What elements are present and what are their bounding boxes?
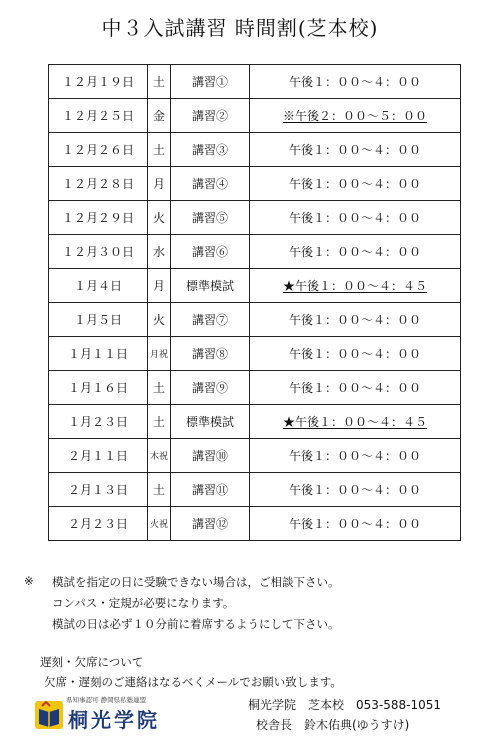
page-title: 中３入試講習 時間割(芝本校)	[101, 16, 379, 40]
schedule-day-cell	[148, 99, 171, 133]
schedule-date-cell	[49, 337, 148, 371]
schedule-lesson: 講習⑨	[191, 381, 228, 395]
schedule-lesson-cell	[171, 133, 250, 167]
schedule-day: 火	[152, 211, 165, 225]
schedule-date-cell	[49, 371, 148, 405]
schedule-time: ★午後１：００～４：４５	[282, 279, 427, 293]
schedule-time-cell	[250, 405, 461, 439]
schedule-time: 午後１：００～４：００	[288, 75, 421, 89]
schedule-date-cell	[49, 99, 148, 133]
schedule-day-cell	[148, 337, 171, 371]
schedule-day: 木祝	[149, 452, 168, 462]
schedule-lesson: 講習⑧	[191, 347, 228, 361]
school-logo	[34, 694, 199, 734]
schedule-time: ※午後２：００～５：００	[282, 109, 427, 123]
schedule-date-cell	[49, 405, 148, 439]
table-row	[49, 507, 461, 541]
schedule-time-cell	[250, 65, 461, 99]
schedule-time: 午後１：００～４：００	[288, 177, 421, 191]
schedule-date-cell	[49, 65, 148, 99]
table-row	[49, 303, 461, 337]
schedule-date: １２月２５日	[61, 109, 134, 123]
schedule-date: １２月２６日	[61, 143, 134, 157]
schedule-time-cell	[250, 167, 461, 201]
schedule-lesson: 講習②	[191, 109, 228, 123]
schedule-lesson: 講習⑦	[191, 313, 228, 327]
schedule-day-cell	[148, 473, 171, 507]
table-row	[49, 99, 461, 133]
schedule-day: 金	[152, 109, 165, 123]
schedule-day: 火	[152, 313, 165, 327]
schedule-date: １月５日	[73, 313, 122, 327]
schedule-lesson-cell	[171, 405, 250, 439]
note-mark: ※	[24, 574, 34, 588]
schedule-date: １２月３０日	[61, 245, 134, 259]
schedule-lesson-cell	[171, 303, 250, 337]
table-row	[49, 235, 461, 269]
schedule-date: １２月２８日	[61, 177, 134, 191]
schedule-day: 土	[152, 143, 165, 157]
schedule-day-cell	[148, 269, 171, 303]
schedule-lesson-cell	[171, 473, 250, 507]
schedule-time: 午後１：００～４：００	[288, 347, 421, 361]
schedule-time: 午後１：００～４：００	[288, 245, 421, 259]
schedule-time-cell	[250, 337, 461, 371]
schedule-day-cell	[148, 201, 171, 235]
schedule-lesson-cell	[171, 371, 250, 405]
table-row	[49, 201, 461, 235]
schedule-time-cell	[250, 133, 461, 167]
schedule-date: １２月２９日	[61, 211, 134, 225]
table-row	[49, 269, 461, 303]
schedule-date: １月４日	[73, 279, 122, 293]
schedule-day-cell	[148, 371, 171, 405]
table-row	[49, 405, 461, 439]
schedule-date-cell	[49, 303, 148, 337]
schedule-lesson: 講習⑥	[191, 245, 228, 259]
schedule-lesson: 講習⑫	[191, 517, 228, 531]
schedule-lesson-cell	[171, 235, 250, 269]
schedule-time-cell	[250, 507, 461, 541]
late-absence-heading: 遅刻・欠席について	[40, 655, 144, 669]
schedule-lesson: 講習③	[191, 143, 228, 157]
schedule-day: 土	[152, 483, 165, 497]
schedule-lesson: 講習⑪	[191, 483, 228, 497]
schedule-date: ２月２３日	[67, 517, 128, 531]
contact-line-1: 桐光学院 芝本校 053-588-1051	[248, 698, 442, 712]
schedule-date-cell	[49, 439, 148, 473]
schedule-lesson-cell	[171, 99, 250, 133]
schedule-time: 午後１：００～４：００	[288, 517, 421, 531]
schedule-time: 午後１：００～４：００	[288, 449, 421, 463]
schedule-day-cell	[148, 235, 171, 269]
schedule-time: ★午後１：００～４：４５	[282, 415, 427, 429]
schedule-date-cell	[49, 269, 148, 303]
schedule-body	[49, 65, 461, 541]
schedule-day-cell	[148, 133, 171, 167]
schedule-time-cell	[250, 235, 461, 269]
schedule-date: １月２３日	[67, 415, 128, 429]
schedule-time-cell	[250, 269, 461, 303]
schedule-date: １月１６日	[67, 381, 128, 395]
schedule-table	[48, 64, 461, 541]
schedule-time-cell	[250, 99, 461, 133]
schedule-date: ２月１１日	[67, 449, 128, 463]
schedule-day: 土	[152, 75, 165, 89]
schedule-day: 土	[152, 415, 165, 429]
note-line-2: コンパス・定規が必要になります。	[52, 596, 235, 610]
schedule-time: 午後１：００～４：００	[288, 211, 421, 225]
schedule-time-cell	[250, 201, 461, 235]
schedule-lesson-cell	[171, 269, 250, 303]
schedule-date: ２月１３日	[67, 483, 128, 497]
schedule-time-cell	[250, 473, 461, 507]
schedule-lesson-cell	[171, 65, 250, 99]
schedule-day: 月	[152, 279, 165, 293]
table-row	[49, 473, 461, 507]
schedule-day-cell	[148, 167, 171, 201]
schedule-date-cell	[49, 167, 148, 201]
schedule-lesson-cell	[171, 337, 250, 371]
note-line-1: 模試を指定の日に受験できない場合は，ご相談下さい。	[52, 575, 340, 589]
schedule-time-cell	[250, 303, 461, 337]
note-line-3: 模試の日は必ず１０分前に着席するようにして下さい。	[52, 617, 340, 631]
schedule-lesson: 標準模試	[185, 279, 234, 293]
schedule-time: 午後１：００～４：００	[288, 143, 421, 157]
schedule-date: １月１１日	[67, 347, 128, 361]
schedule-day: 水	[152, 245, 165, 259]
schedule-time: 午後１：００～４：００	[288, 483, 421, 497]
schedule-day-cell	[148, 405, 171, 439]
schedule-lesson: 標準模試	[185, 415, 234, 429]
logo-name: 桐光学院	[68, 708, 160, 732]
schedule-date-cell	[49, 133, 148, 167]
table-row	[49, 65, 461, 99]
schedule-date-cell	[49, 201, 148, 235]
table-row	[49, 337, 461, 371]
schedule-time: 午後１：００～４：００	[288, 381, 421, 395]
late-absence-text: 欠席・遅刻のご連絡はなるべくメールでお願い致します。	[44, 675, 342, 689]
schedule-time-cell	[250, 439, 461, 473]
table-row	[49, 371, 461, 405]
table-row	[49, 133, 461, 167]
schedule-day: 土	[152, 381, 165, 395]
schedule-time: 午後１：００～４：００	[288, 313, 421, 327]
schedule-day-cell	[148, 439, 171, 473]
schedule-day: 火祝	[149, 520, 168, 530]
book-emblem-icon	[34, 700, 64, 730]
table-row	[49, 167, 461, 201]
schedule-lesson-cell	[171, 507, 250, 541]
schedule-date-cell	[49, 507, 148, 541]
schedule-lesson: 講習①	[191, 75, 228, 89]
schedule-day-cell	[148, 303, 171, 337]
schedule-date-cell	[49, 235, 148, 269]
schedule-day: 月祝	[149, 350, 168, 360]
schedule-day-cell	[148, 507, 171, 541]
schedule-lesson-cell	[171, 439, 250, 473]
logo-subtitle: 県知事認可 静岡県私塾連盟	[66, 696, 147, 704]
schedule-day-cell	[148, 65, 171, 99]
table-row	[49, 439, 461, 473]
schedule-day: 月	[152, 177, 165, 191]
schedule-lesson: 講習④	[191, 177, 228, 191]
schedule-date: １２月１９日	[61, 75, 134, 89]
schedule-lesson: 講習⑩	[191, 449, 228, 463]
schedule-time-cell	[250, 371, 461, 405]
schedule-lesson-cell	[171, 201, 250, 235]
schedule-lesson: 講習⑤	[191, 211, 228, 225]
schedule-date-cell	[49, 473, 148, 507]
contact-line-2: 校舎長 鈴木佑典(ゆうすけ)	[256, 718, 410, 732]
schedule-lesson-cell	[171, 167, 250, 201]
